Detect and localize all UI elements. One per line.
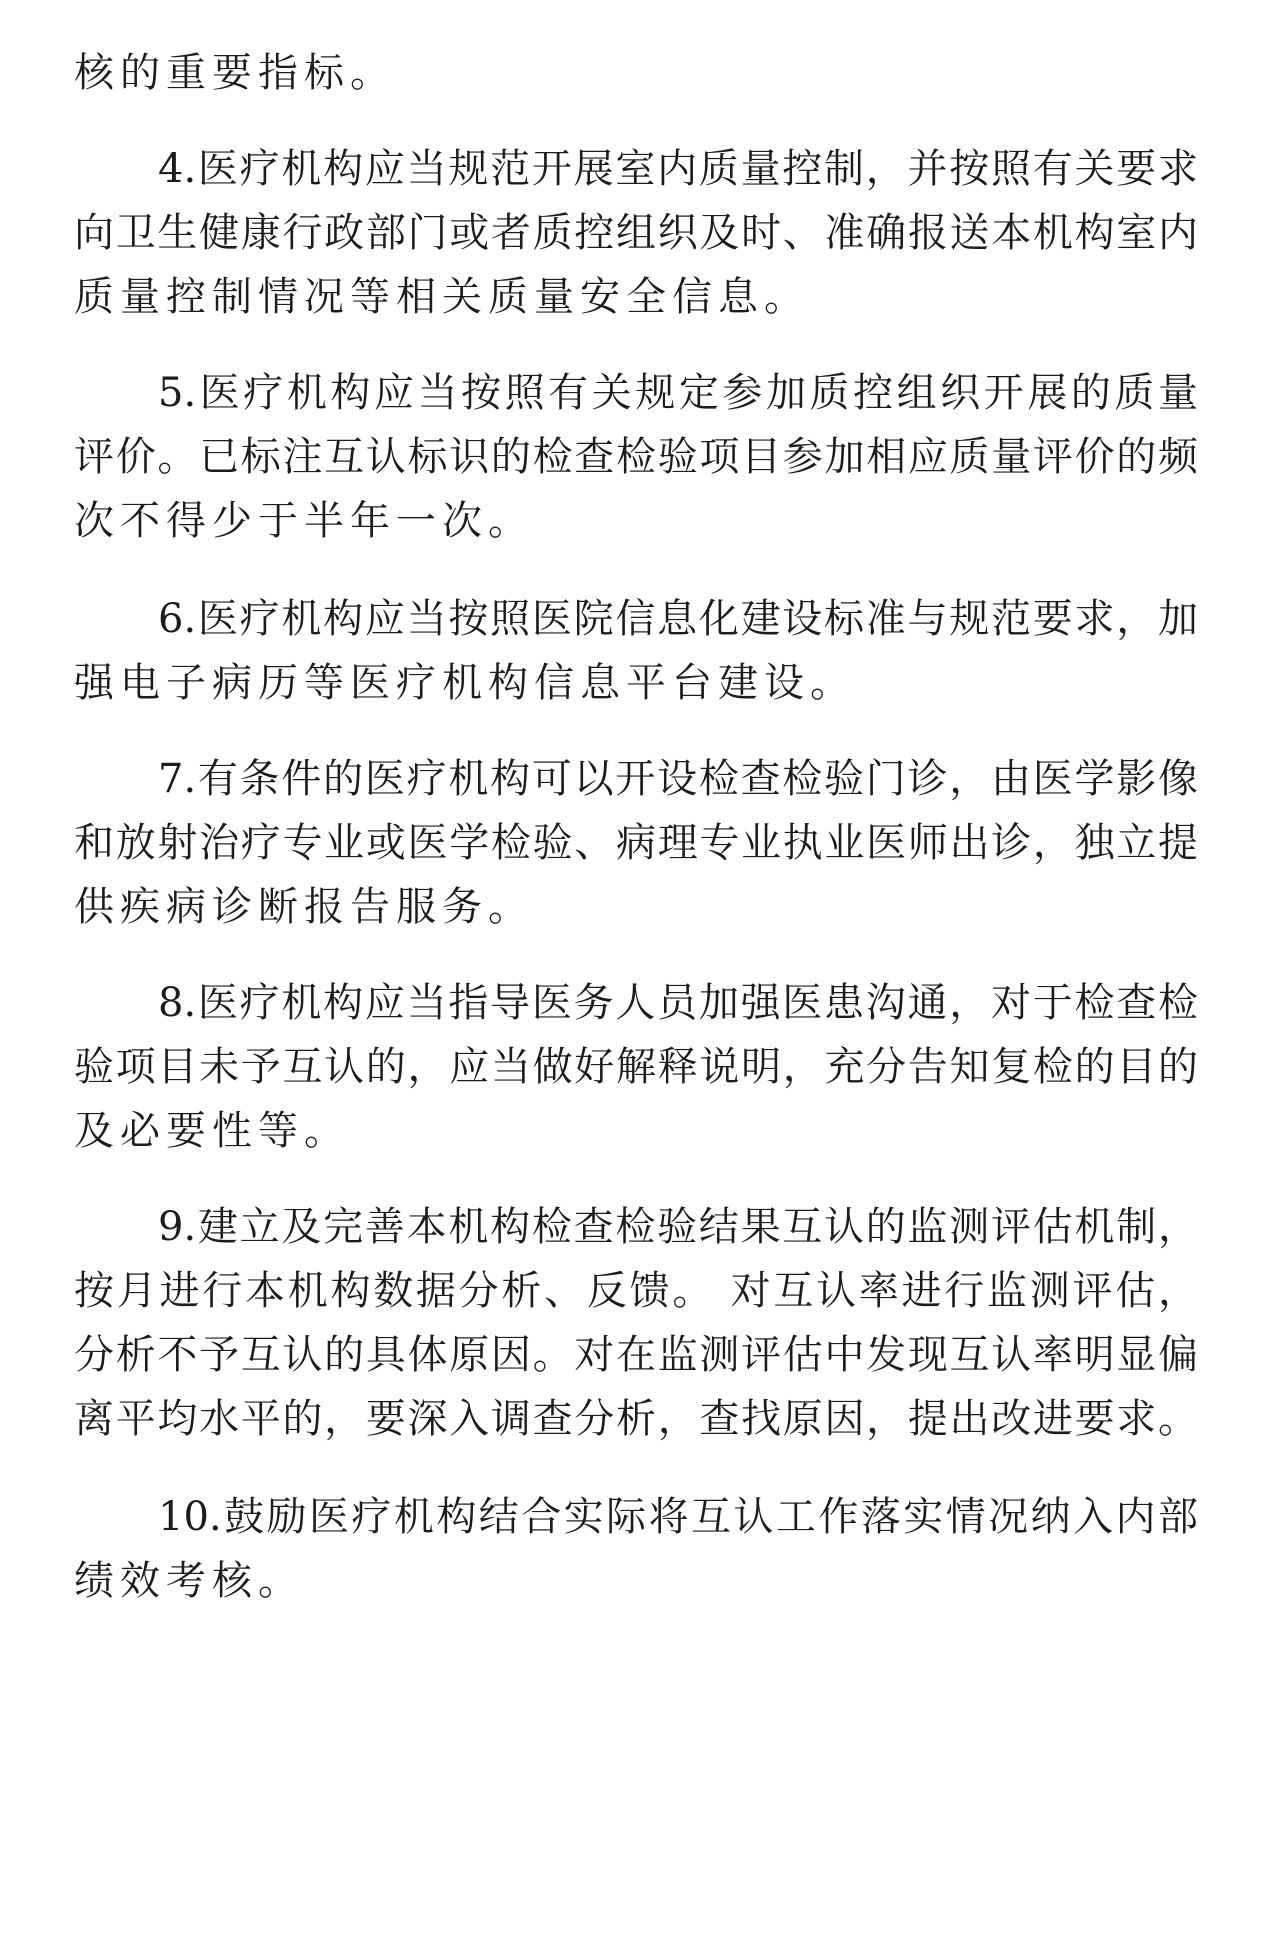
text-line: 次不得少于半年一次。 (74, 498, 534, 544)
text-line: 离平均水平的，要深入调查分析，查找原因，提出改进要求。 (74, 1396, 1198, 1442)
paragraph-start-line: 9.建立及完善本机构检查检验结果互认的监测评估机制， (158, 1204, 1198, 1250)
text-line: 核的重要指标。 (74, 50, 396, 96)
text-line: 按月进行本机构数据分析、反馈。 对互认率进行监测评估， (74, 1268, 1198, 1314)
paragraph-start-line: 10.鼓励医疗机构结合实际将互认工作落实情况纳入内部 (158, 1494, 1198, 1540)
text-line: 强电子病历等医疗机构信息平台建设。 (74, 660, 856, 706)
paragraph-start-line: 7.有条件的医疗机构可以开设检查检验门诊，由医学影像 (158, 756, 1198, 802)
text-line: 分析不予互认的具体原因。对在监测评估中发现互认率明显偏 (74, 1332, 1198, 1378)
text-line: 及必要性等。 (74, 1108, 350, 1154)
text-line: 验项目未予互认的，应当做好解释说明，充分告知复检的目的 (74, 1044, 1198, 1090)
text-line: 质量控制情况等相关质量安全信息。 (74, 274, 810, 320)
text-line: 和放射治疗专业或医学检验、病理专业执业医师出诊，独立提 (74, 820, 1198, 866)
paragraph-start-line: 6.医疗机构应当按照医院信息化建设标准与规范要求，加 (158, 596, 1198, 642)
text-line: 绩效考核。 (74, 1558, 304, 1604)
paragraph-start-line: 4.医疗机构应当规范开展室内质量控制，并按照有关要求 (158, 146, 1198, 192)
text-line: 评价。已标注互认标识的检查检验项目参加相应质量评价的频 (74, 434, 1198, 480)
paragraph-start-line: 5.医疗机构应当按照有关规定参加质控组织开展的质量 (158, 370, 1198, 416)
text-line: 向卫生健康行政部门或者质控组织及时、准确报送本机构室内 (74, 210, 1198, 256)
text-line: 供疾病诊断报告服务。 (74, 884, 534, 930)
paragraph-start-line: 8.医疗机构应当指导医务人员加强医患沟通，对于检查检 (158, 980, 1198, 1026)
